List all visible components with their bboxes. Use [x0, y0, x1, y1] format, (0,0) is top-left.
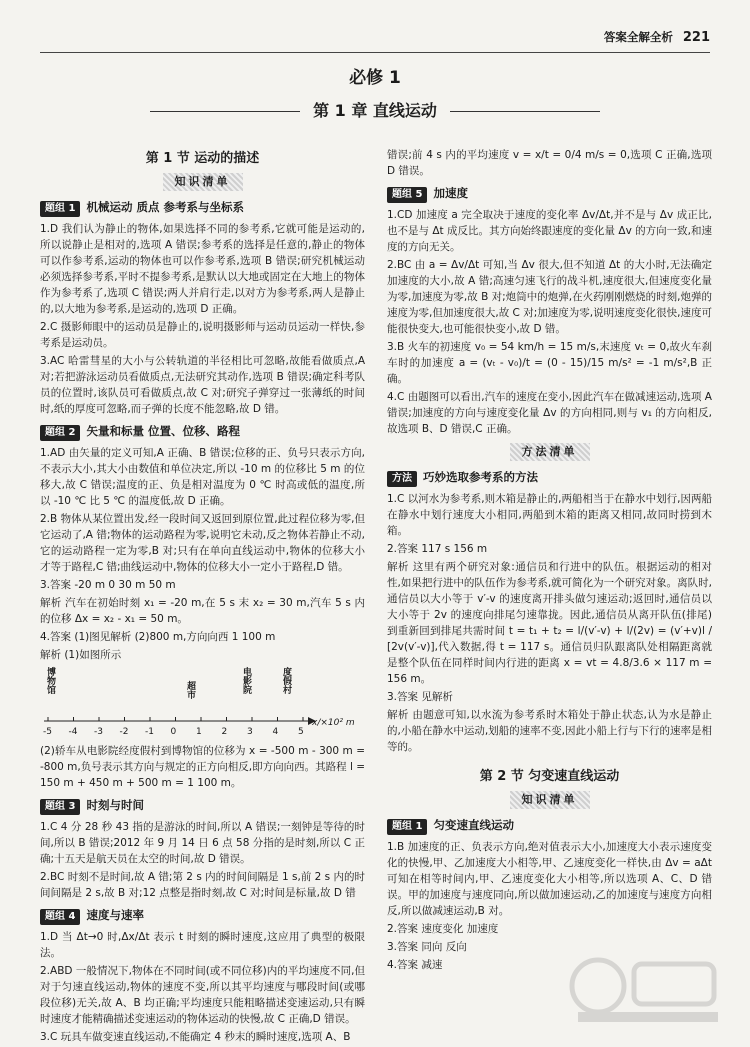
- group-tag: 题组 1: [387, 819, 427, 835]
- answer-item: 2.答案 117 s 156 m: [387, 543, 488, 555]
- header-title: 答案全解全析: [603, 30, 673, 44]
- number-line-figure: [40, 667, 365, 741]
- answer-item: 1.D 我们认为静止的物体,如果选择不同的参考系,它就可能是运动的,所以说静止是相对的,选项 A 错误;参考系的选择是任意的,静止的物体可以作参考系,运动的物体也可以作参考系,选项 B 错误;研究机械运动必须选择参考系,平时不提参考系,是默认以大地或固定在大地上的物体作为参考系了,选项 C 错误;两人并肩行走,以对方为参考系,两人是静止的,以大地为参考系,是运动的,选项 D 正确。: [40, 223, 365, 315]
- tick-label: 4: [272, 727, 279, 737]
- answer-item: 解析 汽车在初始时刻 x₁ = -20 m,在 5 s 末 x₂ = 30 m,汽车 5 s 内的位移 Δx = x₂ - x₁ = 50 m。: [40, 597, 365, 625]
- answer-item: 1.B 加速度的正、负表示方向,绝对值表示大小,加速度大小表示速度变化的快慢,甲、乙加速度大小相等,甲、乙速度变化一样快,由 Δv = aΔt 可知在相等时间内,甲、乙速度变化大小相等,所以选项 A、C、D 错误。甲的加速度与速度同向,所以做加速运动,乙的加速度与速度方向相反,所以做减速运动,B 对。: [387, 841, 712, 917]
- answer-item: 3.C 玩具车做变速直线运动,不能确定 4 秒末的瞬时速度,选项 A、B: [40, 1031, 351, 1043]
- watermark-logo: [558, 956, 728, 1026]
- label-museum: 博物馆: [45, 667, 55, 694]
- section-title: 第 1 节 运动的描述: [145, 151, 260, 166]
- group-tag: 题组 2: [40, 425, 80, 441]
- tick-label: 0: [170, 727, 177, 737]
- tick-label: -5: [43, 727, 52, 737]
- answer-item: 2.C 摄影师眼中的运动员是静止的,说明摄影师与运动员运动一样快,参考系是运动员。: [40, 321, 365, 349]
- answer-item: 1.C 4 分 28 秒 43 指的是游泳的时间,所以 A 错误;一刻钟是等待的时间,所以 B 错误;2012 年 9 月 14 日 6 点 58 分指的是时刻,所以 C 正确;十五天是航天员在太空的时间,故 D 错误。: [40, 821, 365, 865]
- answer-item: 4.答案 减速: [387, 959, 443, 971]
- answer-item: (2)轿车从电影院经度假村到博物馆的位移为 x = -500 m - 300 m = -800 m,负号表示其方向与规定的正方向相反,即方向向西。其路程 l = 150 m + 450 m + 500 m = 1 100 m。: [40, 745, 365, 789]
- answer-item: 3.答案 同向 反向: [387, 941, 467, 953]
- axis-unit: x/×10² m: [312, 718, 355, 728]
- group-heading: 题组 1 机械运动 质点 参考系与坐标系: [40, 199, 365, 217]
- knowledge-banner: 知识清单: [40, 173, 365, 191]
- answer-item: 2.BC 时刻不是时间,故 A 错;第 2 s 内的时间间隔是 1 s,前 2 s 内的时间间隔是 2 s,故 B 对;12 点整是指时刻,故 C 对;时间是标量,故 D 错: [40, 871, 365, 899]
- answer-item: 解析 由题意可知,以水流为参考系时木箱处于静止状态,认为水是静止的,小船在静水中运动,划船的速率不变,因此小船上行与下行的速率是相等的。: [387, 709, 713, 753]
- answer-item: 解析 这里有两个研究对象:通信员和行进中的队伍。根据运动的相对性,如果把行进中的队伍作为参考系,就可简化为一个研究对象。离队时,通信员以大小等于 v′-v 的速度离开排头做匀速运动;返回时,通信员以大小等于 2v 的速度向排尾匀速靠拢。因此,通信员从离开队伍(排尾)到重新回到排尾共需时间 t = t₁ + t₂ = l/(v′-v) + l/(2v) = (v′+v)l / [2v(v′-v)],代入数据,得 t = 117 s。通信员归队跟离队处相隔距离就是整个队伍在同样时间内行进的距离 x = vt = 4.8/3.6 × 117 m = 156 m。: [387, 561, 713, 685]
- tick-label: 3: [247, 727, 253, 737]
- group-tag: 题组 5: [387, 187, 427, 203]
- page-number: 221: [682, 30, 710, 45]
- answer-item: 4.答案 (1)图见解析 (2)800 m,方向向西 1 100 m: [40, 631, 276, 643]
- chapter-rule-right: [450, 111, 600, 112]
- label-supermarket: 超市: [185, 681, 195, 699]
- tick-label: -2: [119, 727, 129, 737]
- answer-item: 2.B 物体从某位置出发,经一段时间又返回到原位置,此过程位移为零,但它运动了,A 错;物体的运动路程为零,说明它未动,反之物体若静止不动,它的运动路程一定为零,B 对;只有在单向直线运动中,物体的位移大小才等于路程,C 错;曲线运动中,物体的位移大小一定小于路程,D 错。: [40, 513, 365, 573]
- left-column: [40, 147, 365, 1047]
- knowledge-banner: 知识清单: [387, 791, 712, 809]
- right-column: [387, 147, 712, 975]
- answer-item: 2.ABD 一般情况下,物体在不同时间(或不同位移)内的平均速度不同,但对于匀速直线运动,物体的速度不变,所以其平均速度与哪段时间(或哪段位移)无关,故 A、B 均正确;平均速度只能粗略描述变速运动,只有瞬时速度才能精确描述变速运动的物体运动的快慢,故 C 正确,D 错误。: [40, 965, 365, 1025]
- answer-item: 1.CD 加速度 a 完全取决于速度的变化率 Δv/Δt,并不是与 Δv 成正比,也不是与 Δt 成反比。其方向始终跟速度的变化量 Δv 的方向一致,和速度的方向无关。: [387, 209, 712, 253]
- tick-label: -1: [145, 727, 154, 737]
- section-title: 第 2 节 匀变速直线运动: [479, 769, 620, 784]
- tick-label: 1: [196, 727, 202, 737]
- tick-label: 5: [298, 727, 304, 737]
- group-tag: 题组 4: [40, 909, 80, 925]
- group-heading: 题组 3 时刻与时间: [40, 797, 365, 815]
- answer-item: 2.答案 速度变化 加速度: [387, 923, 499, 935]
- group-tag: 题组 1: [40, 201, 80, 217]
- answer-item: 3.答案 见解析: [387, 691, 453, 703]
- answer-item: 3.AC 哈雷彗星的大小与公转轨道的半径相比可忽略,故能看做质点,A 对;若把游泳运动员看做质点,无法研究其动作,选项 B 错误;确定科考队员的位置时,该队员可看做质点,故 C 对;研究子弹穿过一张薄纸的时间时,纸的厚度可忽略,而子弹的长度不能忽略,故 D 错。: [40, 355, 365, 415]
- group-heading: 题组 1 匀变速直线运动: [387, 817, 712, 835]
- answer-item: 2.BC 由 a = Δv/Δt 可知,当 Δv 很大,但不知道 Δt 的大小时,无法确定加速度的大小,故 A 错;高速匀速飞行的战斗机,速度很大,但速度变化量为零,加速度为零,故 B 对;炮筒中的炮弹,在火药刚刚燃烧的时刻,炮弹的速度为零,但加速度很大,故 C 对;加速度为零,说明速度变化很快,速度可能很快变大,也可能很快变小,故 D 错。: [387, 259, 712, 335]
- chapter-title: 第 1 章 直线运动: [313, 101, 437, 120]
- answer-item: 1.C 以河水为参考系,则木箱是静止的,两船相当于在静水中划行,因两船在静水中划行速度大小相同,两船到木箱的距离又相同,故同时捞到木箱。: [387, 493, 712, 537]
- answer-item: 错误;前 4 s 内的平均速度 v = x/t = 0/4 m/s = 0,选项 C 正确,选项 D 错误。: [387, 149, 712, 177]
- answer-item: 解析 (1)如图所示: [40, 649, 122, 661]
- label-resort: 度假村: [281, 667, 291, 694]
- answer-item: 1.D 当 Δt→0 时,Δx/Δt 表示 t 时刻的瞬时速度,这应用了典型的极限法。: [40, 931, 365, 959]
- answer-item: 3.B 火车的初速度 v₀ = 54 km/h = 15 m/s,末速度 vₜ = 0,故火车刹车时的加速度 a = (vₜ - v₀)/t = (0 - 15)/15 m/s² = -1 m/s²,B 正确。: [387, 341, 712, 385]
- group-tag: 方法: [387, 471, 417, 487]
- tick-label: -3: [94, 727, 103, 737]
- group-heading: 题组 2 矢量和标量 位置、位移、路程: [40, 423, 365, 441]
- answer-item: 4.C 由题图可以看出,汽车的速度在变小,因此汽车在做减速运动,选项 A 错误;加速度的方向与速度变化量 Δv 的方向相同,则与 v₁ 的方向相反,故选项 B、D 错误,C 正确。: [387, 391, 712, 435]
- answer-item: 1.AD 由矢量的定义可知,A 正确、B 错误;位移的正、负号只表示方向,不表示大小,其大小由数值和单位决定,所以 -10 m 的位移比 5 m 的位移大,故 C 错误;温度的正、负是相对温度为 0 ℃ 时高或低的温度,所以 -10 ℃ 比 5 ℃ 的温度低,故 D 正确。: [40, 447, 365, 507]
- group-heading: 题组 4 速度与速率: [40, 907, 365, 925]
- group-tag: 题组 3: [40, 799, 80, 815]
- tick-label: -4: [68, 727, 78, 737]
- answer-item: 3.答案 -20 m 0 30 m 50 m: [40, 579, 176, 591]
- tick-label: 2: [221, 727, 228, 737]
- method-banner: 方法清单: [387, 443, 712, 461]
- header-right: [604, 29, 710, 46]
- group-heading: 题组 5 加速度: [387, 185, 712, 203]
- volume-title: 必修 1: [349, 68, 401, 88]
- group-heading: 方法 巧妙选取参考系的方法: [387, 469, 712, 487]
- label-cinema: 电影院: [241, 667, 251, 694]
